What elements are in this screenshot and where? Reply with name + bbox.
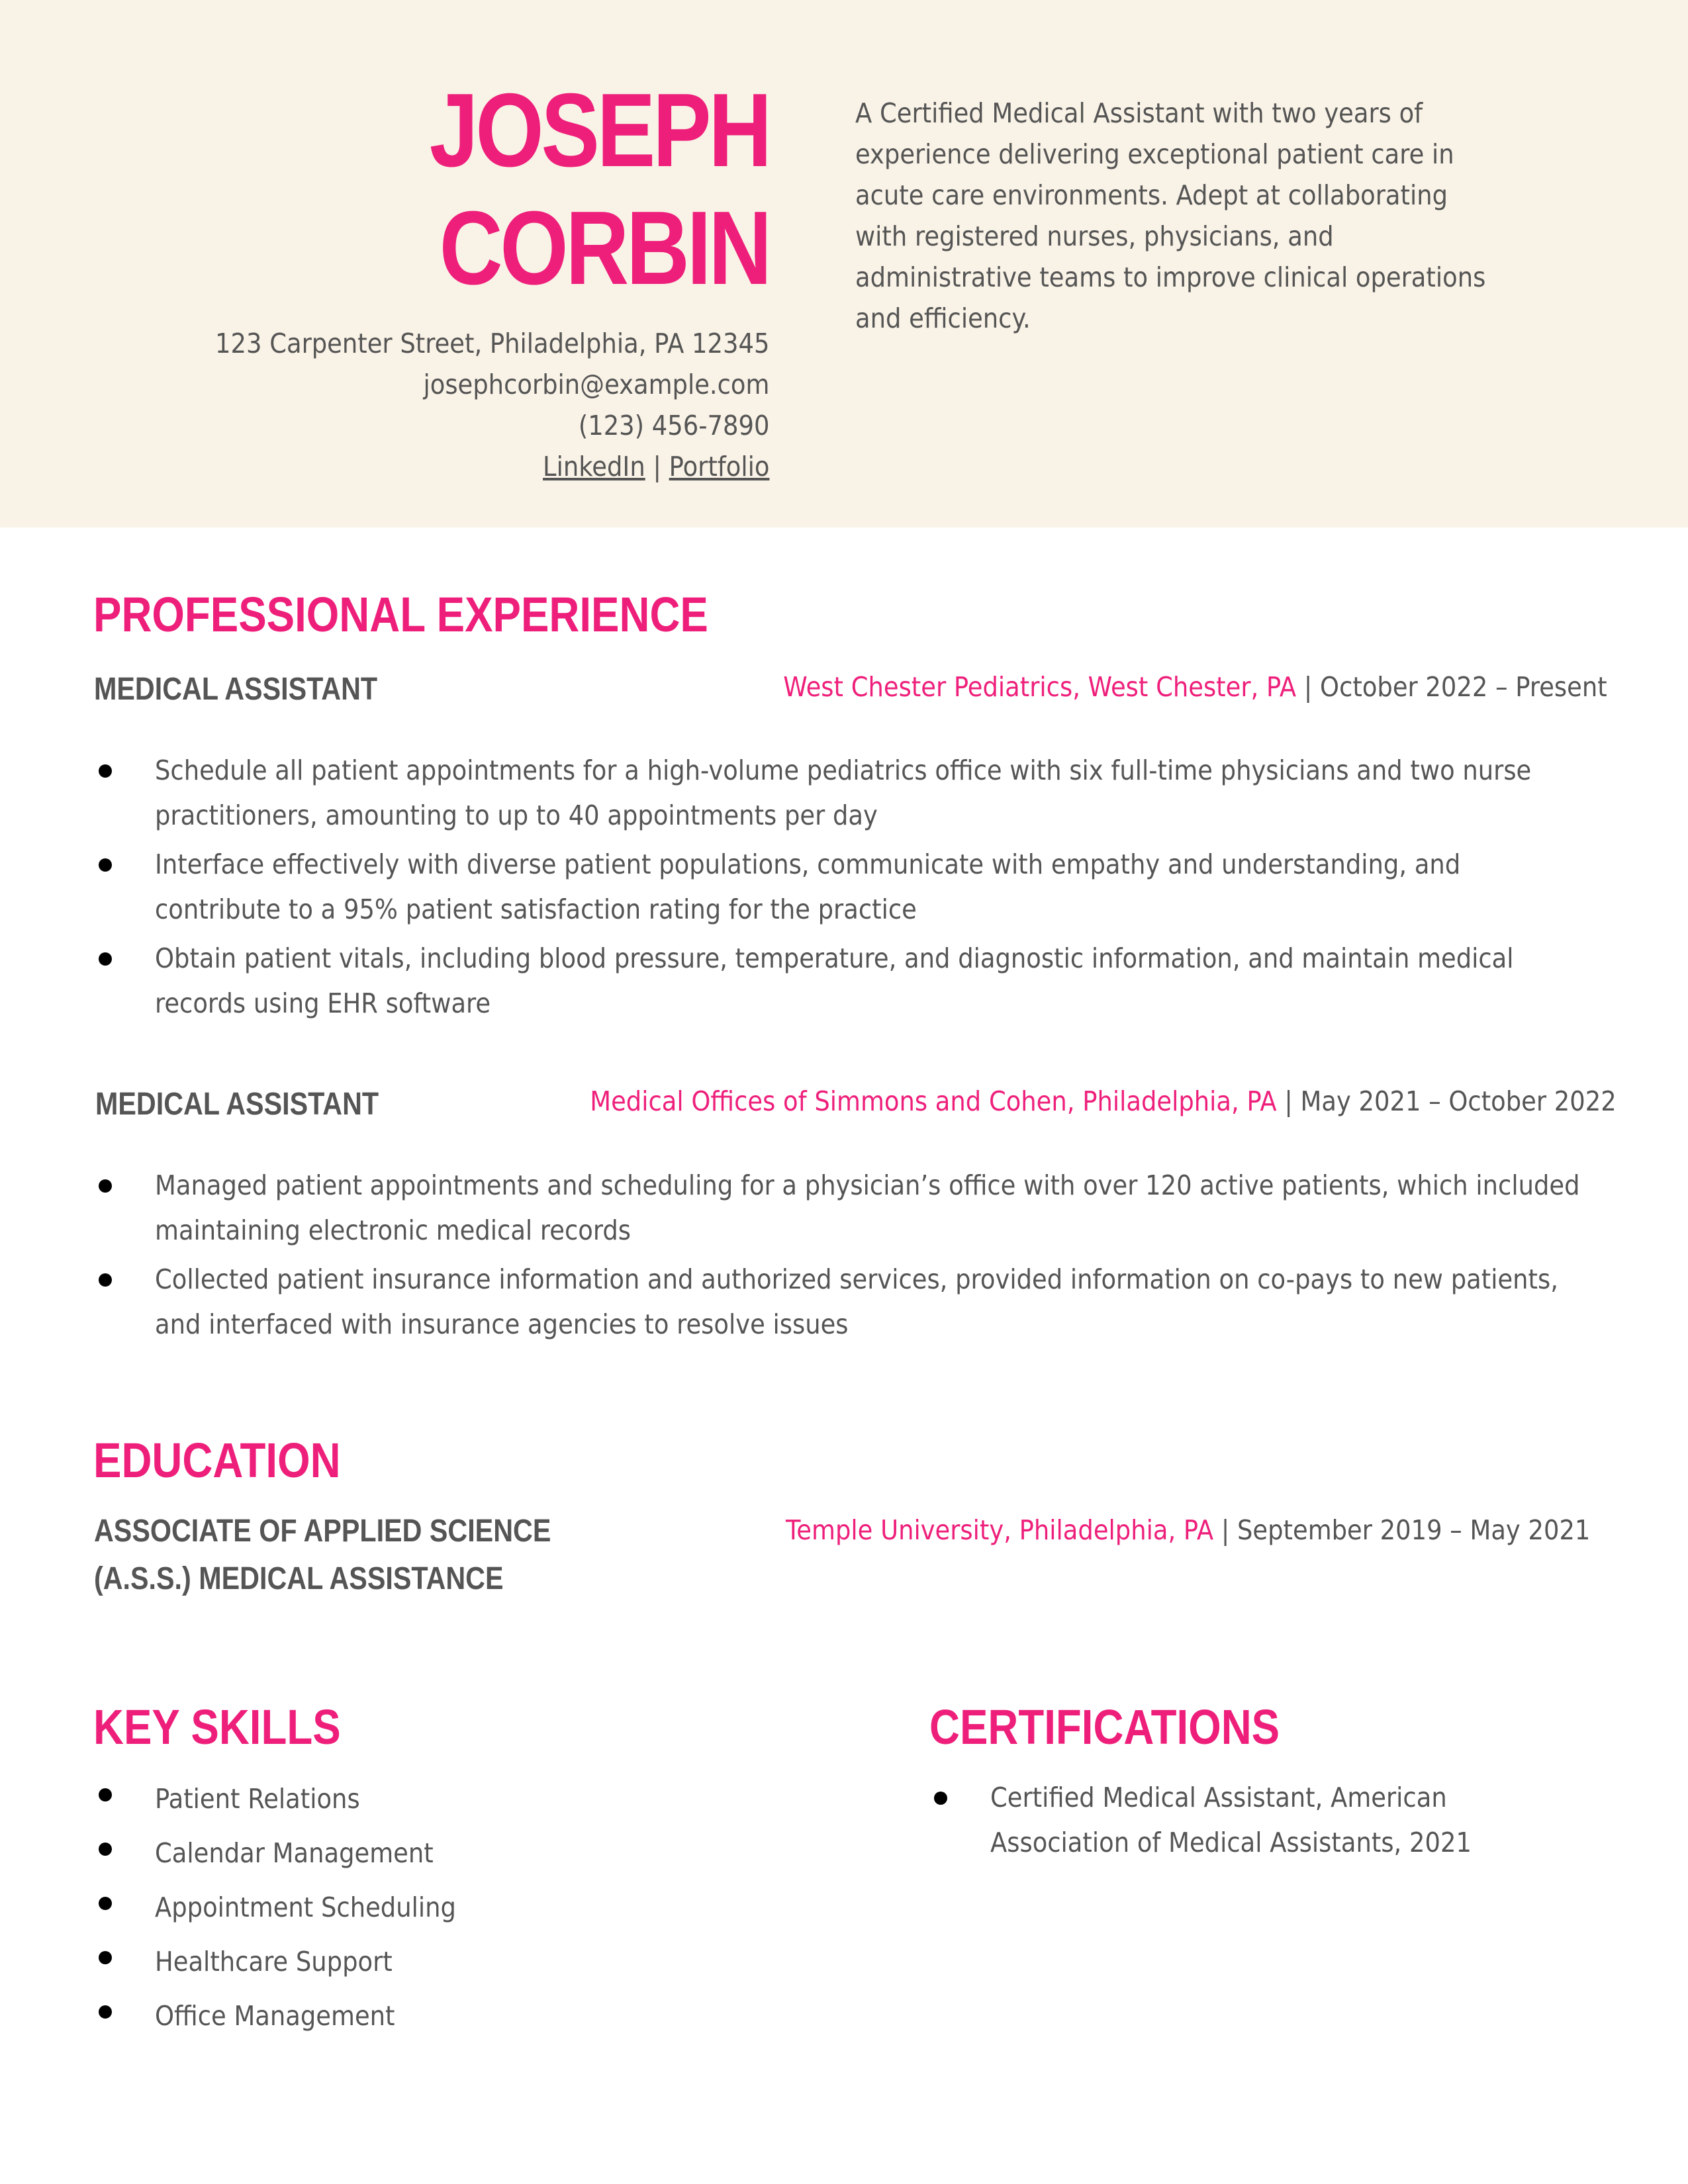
summary-line: administrative teams to improve clinical operations xyxy=(855,261,1486,293)
address: 123 Carpenter Street, Philadelphia, PA 12345 xyxy=(214,328,769,359)
name-last: CORBIN xyxy=(439,190,769,306)
candidate-name xyxy=(430,71,769,307)
profile-links xyxy=(215,446,769,487)
list-item: Calendar Management xyxy=(94,1826,489,1880)
degree-line: (A.S.S.) MEDICAL ASSISTANCE xyxy=(94,1561,504,1596)
summary-line: and efficiency. xyxy=(855,302,1031,334)
job-meta xyxy=(784,667,1607,707)
list-item: Managed patient appointments and scheduling for a physician’s office with over 120 active patients, which included maintaining electronic medical records xyxy=(94,1163,1688,1253)
list-item: Obtain patient vitals, including blood pressure, temperature, and diagnostic information, and maintain medical records using EHR software xyxy=(94,936,1684,1026)
list-item: Certified Medical Assistant, American Association of Medical Assistants, 2021 xyxy=(929,1775,1525,1865)
job-title: MEDICAL ASSISTANT xyxy=(95,1087,379,1122)
degree-title xyxy=(94,1508,551,1603)
education-heading: EDUCATION xyxy=(93,1433,341,1488)
link-separator: | xyxy=(653,451,661,482)
list-item: Schedule all patient appointments for a high-volume pediatrics office with six full-time physicians and two nurse practitioners, amounting to up to 40 appointments per day xyxy=(94,748,1684,838)
degree-line: ASSOCIATE OF APPLIED SCIENCE xyxy=(94,1514,551,1549)
professional-summary xyxy=(855,93,1499,339)
list-item: Appointment Scheduling xyxy=(94,1880,489,1934)
summary-line: with registered nurses, physicians, and xyxy=(855,220,1334,252)
list-item: Interface effectively with diverse patient populations, communicate with empathy and understanding, and contribute to a 95% patient satisfaction rating for the practice xyxy=(94,842,1684,932)
job-employer: Medical Offices of Simmons and Cohen, Philadelphia, PA xyxy=(590,1085,1277,1117)
certifications-heading: CERTIFICATIONS xyxy=(929,1700,1280,1754)
school-name: Temple University, Philadelphia, PA xyxy=(785,1514,1213,1546)
job-bullets xyxy=(94,1163,1688,1351)
job-title: MEDICAL ASSISTANT xyxy=(94,672,378,707)
name-first: JOSEPH xyxy=(429,72,769,189)
education-meta xyxy=(786,1510,1590,1550)
skills-heading: KEY SKILLS xyxy=(93,1700,341,1754)
summary-line: acute care environments. Adept at collaborating xyxy=(855,179,1448,211)
header-band xyxy=(0,0,1688,527)
portfolio-link[interactable]: Portfolio xyxy=(669,451,769,482)
experience-heading: PROFESSIONAL EXPERIENCE xyxy=(93,587,708,642)
list-item: Healthcare Support xyxy=(94,1934,489,1989)
list-item: Office Management xyxy=(94,1989,489,2043)
job-dates: | October 2022 – Present xyxy=(1304,671,1607,703)
job-dates: | May 2021 – October 2022 xyxy=(1284,1085,1617,1117)
job-employer: West Chester Pediatrics, West Chester, PA xyxy=(783,671,1297,703)
job-bullets xyxy=(94,748,1684,1030)
job-meta xyxy=(590,1081,1617,1121)
education-dates: | September 2019 – May 2021 xyxy=(1221,1514,1590,1546)
phone: (123) 456-7890 xyxy=(578,410,769,441)
certifications-list xyxy=(929,1775,1525,1865)
email: josephcorbin@example.com xyxy=(423,369,769,400)
skills-list xyxy=(94,1772,489,2043)
summary-line: experience delivering exceptional patient care in xyxy=(855,138,1454,170)
contact-info xyxy=(215,323,769,487)
summary-line: A Certified Medical Assistant with two years of xyxy=(855,97,1423,129)
list-item: Collected patient insurance information and authorized services, provided information on co-pays to new patients, and interfaced with insurance agencies to resolve issues xyxy=(94,1257,1688,1347)
linkedin-link[interactable]: LinkedIn xyxy=(542,451,645,482)
list-item: Patient Relations xyxy=(94,1772,489,1826)
